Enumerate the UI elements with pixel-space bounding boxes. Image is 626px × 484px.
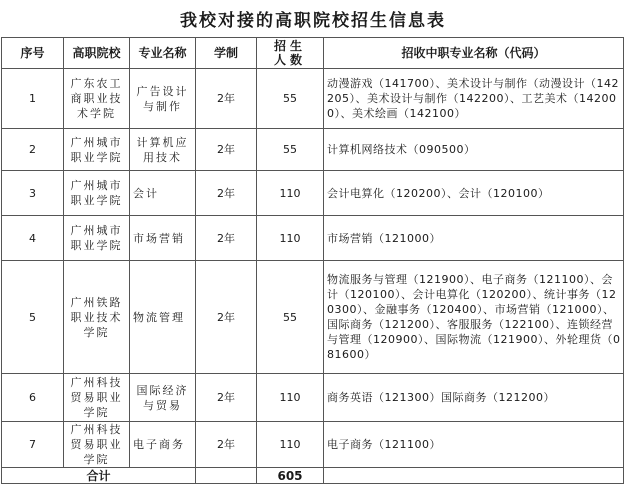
header-no: 序号: [2, 38, 64, 69]
cell-college: 广州科技贸易职业学院: [64, 422, 130, 468]
header-length: 学制: [196, 38, 257, 69]
total-spacer: [196, 468, 257, 484]
header-source-majors: 招收中职专业名称（代码）: [324, 38, 624, 69]
cell-length: 2年: [196, 129, 257, 171]
cell-source-majors: 计算机网络技术（090500）: [324, 129, 624, 171]
cell-major: 物流管理: [130, 261, 196, 374]
total-empty: [324, 468, 624, 484]
header-major: 专业名称: [130, 38, 196, 69]
header-college: 高职院校: [64, 38, 130, 69]
cell-quota: 55: [257, 261, 324, 374]
cell-length: 2年: [196, 69, 257, 129]
cell-source-majors: 市场营销（121000）: [324, 216, 624, 261]
page-title: 我校对接的高职院校招生信息表: [180, 11, 446, 31]
cell-major: 计算机应用技术: [130, 129, 196, 171]
cell-length: 2年: [196, 422, 257, 468]
cell-major: 国际经济与贸易: [130, 374, 196, 422]
cell-no: 3: [2, 171, 64, 216]
cell-college: 广州铁路职业技术学院: [64, 261, 130, 374]
cell-source-majors: 商务英语（121300）国际商务（121200）: [324, 374, 624, 422]
cell-source-majors: 物流服务与管理（121900）、电子商务（121100）、会计（120100）、会计电算化（120200）、统计事务（120300）、金融事务（120400）、市场营销（121000）、国际商务（121200）、客服服务（122100）、连锁经营与管理（120900）、国际物流（121900）、外轮理货（081600）: [324, 261, 624, 374]
cell-major: 会计: [130, 171, 196, 216]
cell-college: 广州城市职业学院: [64, 171, 130, 216]
cell-college: 广东农工商职业技术学院: [64, 69, 130, 129]
admissions-table: [1, 37, 624, 484]
cell-quota: 110: [257, 374, 324, 422]
cell-college: 广州城市职业学院: [64, 216, 130, 261]
cell-source-majors: 会计电算化（120200）、会计（120100）: [324, 171, 624, 216]
cell-quota: 55: [257, 69, 324, 129]
table-row: [2, 69, 624, 129]
table-row: [2, 129, 624, 171]
cell-major: 广告设计与制作: [130, 69, 196, 129]
cell-college: 广州科技贸易职业学院: [64, 374, 130, 422]
cell-no: 1: [2, 69, 64, 129]
cell-college: 广州城市职业学院: [64, 129, 130, 171]
cell-length: 2年: [196, 216, 257, 261]
cell-source-majors: 动漫游戏（141700）、美术设计与制作（动漫设计（142205）、美术设计与制作（142200）、工艺美术（142000）、美术绘画（142100）: [324, 69, 624, 129]
cell-no: 6: [2, 374, 64, 422]
total-row: [2, 468, 624, 484]
cell-quota: 110: [257, 171, 324, 216]
cell-source-majors: 电子商务（121100）: [324, 422, 624, 468]
cell-major: 电子商务: [130, 422, 196, 468]
table-header-row: [2, 38, 624, 69]
cell-major: 市场营销: [130, 216, 196, 261]
cell-quota: 110: [257, 216, 324, 261]
table-row: [2, 422, 624, 468]
cell-length: 2年: [196, 171, 257, 216]
table-row: [2, 216, 624, 261]
header-quota: 招生人数: [257, 38, 324, 69]
cell-length: 2年: [196, 374, 257, 422]
cell-no: 4: [2, 216, 64, 261]
total-label: 合计: [2, 468, 196, 484]
table-row: [2, 171, 624, 216]
cell-no: 5: [2, 261, 64, 374]
cell-quota: 55: [257, 129, 324, 171]
cell-no: 7: [2, 422, 64, 468]
total-value: 605: [257, 468, 324, 484]
table-row: [2, 261, 624, 374]
cell-length: 2年: [196, 261, 257, 374]
table-row: [2, 374, 624, 422]
cell-quota: 110: [257, 422, 324, 468]
cell-no: 2: [2, 129, 64, 171]
